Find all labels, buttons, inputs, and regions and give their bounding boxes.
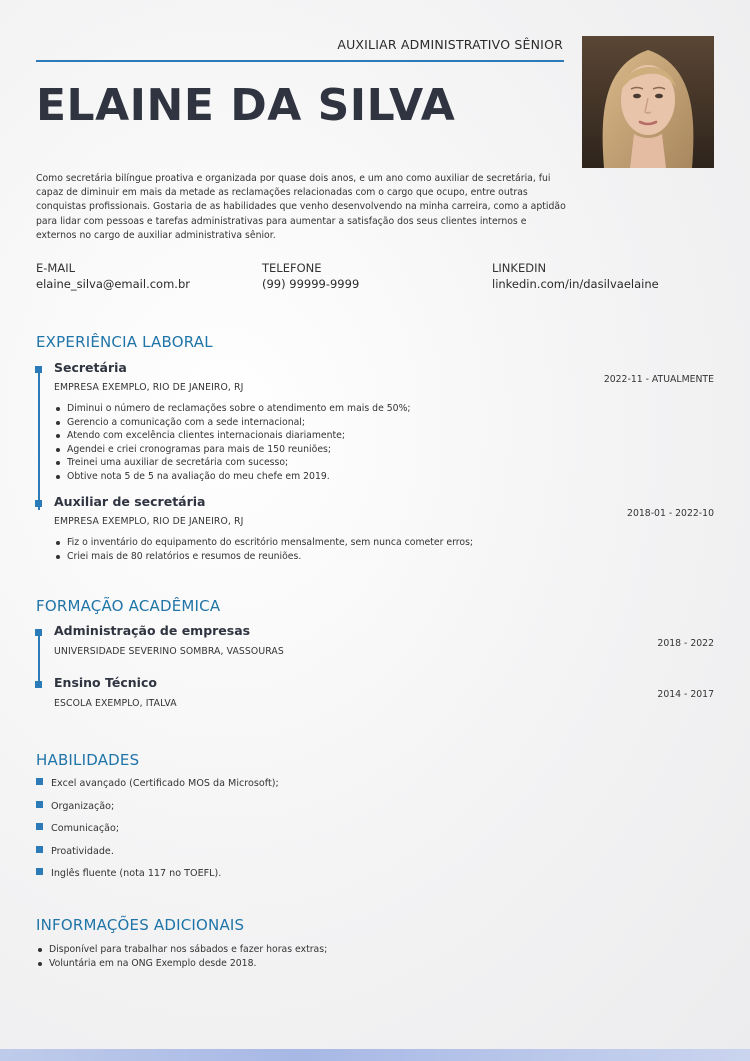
list-item: Atendo com excelência clientes internacionais diariamente; xyxy=(54,429,534,443)
contact-linkedin xyxy=(492,260,659,292)
list-item: Diminui o número de reclamações sobre o atendimento em mais de 50%; xyxy=(54,402,534,416)
phone-value[interactable]: (99) 99999-9999 xyxy=(262,277,360,291)
education-school: ESCOLA EXEMPLO, ITALVA xyxy=(54,698,177,709)
experience-role: Secretária xyxy=(54,360,127,375)
list-item: Gerencio a comunicação com a sede internacional; xyxy=(54,416,534,430)
timeline-marker xyxy=(35,366,42,373)
footer-accent-bar xyxy=(0,1049,750,1061)
contact-phone xyxy=(262,260,359,292)
title-divider xyxy=(36,60,564,62)
timeline-marker xyxy=(35,500,42,507)
skill-item xyxy=(36,846,114,857)
experience-achievements xyxy=(54,536,534,563)
square-bullet-icon xyxy=(36,846,43,853)
education-degree: Administração de empresas xyxy=(54,623,251,638)
contact-email xyxy=(36,260,190,292)
profile-photo xyxy=(582,36,714,168)
education-timeline xyxy=(38,632,40,684)
email-value[interactable]: elaine_silva@email.com.br xyxy=(36,277,190,291)
linkedin-value[interactable]: linkedin.com/in/dasilvaelaine xyxy=(492,277,659,291)
education-date: 2014 - 2017 xyxy=(657,689,714,700)
square-bullet-icon xyxy=(36,778,43,785)
timeline-marker xyxy=(35,681,42,688)
square-bullet-icon xyxy=(36,868,43,875)
experience-timeline xyxy=(38,368,40,510)
list-item: Voluntária em na ONG Exemplo desde 2018. xyxy=(36,957,536,971)
education-date: 2018 - 2022 xyxy=(657,638,714,649)
square-bullet-icon xyxy=(36,823,43,830)
candidate-name: ELAINE DA SILVA xyxy=(36,80,456,131)
profile-summary: Como secretária bilíngue proativa e organizada por quase dois anos, e um ano como auxiliar de secretária, fui capaz de diminuir em mais da metade as reclamações relacionadas com o cargo que ocupo, entre outras conquistas profissionais. Gostaria de as habilidades que venho desenvolvendo na minha carreira, como a aptidão para lidar com pessoas e tarefas administrativas para aumentar a satisfação dos seus clientes internos e externos no cargo de auxiliar administrativa sênior. xyxy=(36,173,566,241)
experience-company: EMPRESA EXEMPLO, RIO DE JANEIRO, RJ xyxy=(54,382,244,393)
education-school: UNIVERSIDADE SEVERINO SOMBRA, VASSOURAS xyxy=(54,646,284,657)
skill-text: Inglês fluente (nota 117 no TOEFL). xyxy=(51,868,222,879)
square-bullet-icon xyxy=(36,801,43,808)
experience-heading: EXPERIÊNCIA LABORAL xyxy=(36,333,213,351)
linkedin-label: LINKEDIN xyxy=(492,261,547,275)
experience-date: 2022-11 - ATUALMENTE xyxy=(603,374,714,385)
phone-label: TELEFONE xyxy=(262,261,322,275)
list-item: Obtive nota 5 de 5 na avaliação do meu chefe em 2019. xyxy=(54,470,534,484)
job-title: AUXILIAR ADMINISTRATIVO SÊNIOR xyxy=(337,37,563,52)
experience-achievements xyxy=(54,402,534,483)
list-item: Agendei e criei cronogramas para mais de 150 reuniões; xyxy=(54,443,534,457)
skills-heading: HABILIDADES xyxy=(36,751,140,769)
timeline-marker xyxy=(35,629,42,636)
additional-info-heading: INFORMAÇÕES ADICIONAIS xyxy=(36,916,245,934)
list-item: Treinei uma auxiliar de secretária com sucesso; xyxy=(54,456,534,470)
experience-role: Auxiliar de secretária xyxy=(54,494,206,509)
experience-company: EMPRESA EXEMPLO, RIO DE JANEIRO, RJ xyxy=(54,516,244,527)
skill-text: Comunicação; xyxy=(51,823,120,834)
experience-date: 2018-01 - 2022-10 xyxy=(627,508,714,519)
skill-item xyxy=(36,868,221,879)
list-item: Criei mais de 80 relatórios e resumos de reuniões. xyxy=(54,550,534,564)
skill-item xyxy=(36,801,114,812)
skill-item xyxy=(36,823,119,834)
education-degree: Ensino Técnico xyxy=(54,675,157,690)
email-label: E-MAIL xyxy=(36,261,76,275)
skill-text: Proatividade. xyxy=(51,846,114,857)
skill-item xyxy=(36,778,279,789)
skill-text: Excel avançado (Certificado MOS da Microsoft); xyxy=(51,778,279,789)
skill-text: Organização; xyxy=(51,801,115,812)
education-heading: FORMAÇÃO ACADÊMICA xyxy=(36,597,221,615)
portrait-icon xyxy=(582,36,714,168)
list-item: Disponível para trabalhar nos sábados e fazer horas extras; xyxy=(36,943,536,957)
additional-info-list xyxy=(36,943,536,970)
list-item: Fiz o inventário do equipamento do escritório mensalmente, sem nunca cometer erros; xyxy=(54,536,534,550)
